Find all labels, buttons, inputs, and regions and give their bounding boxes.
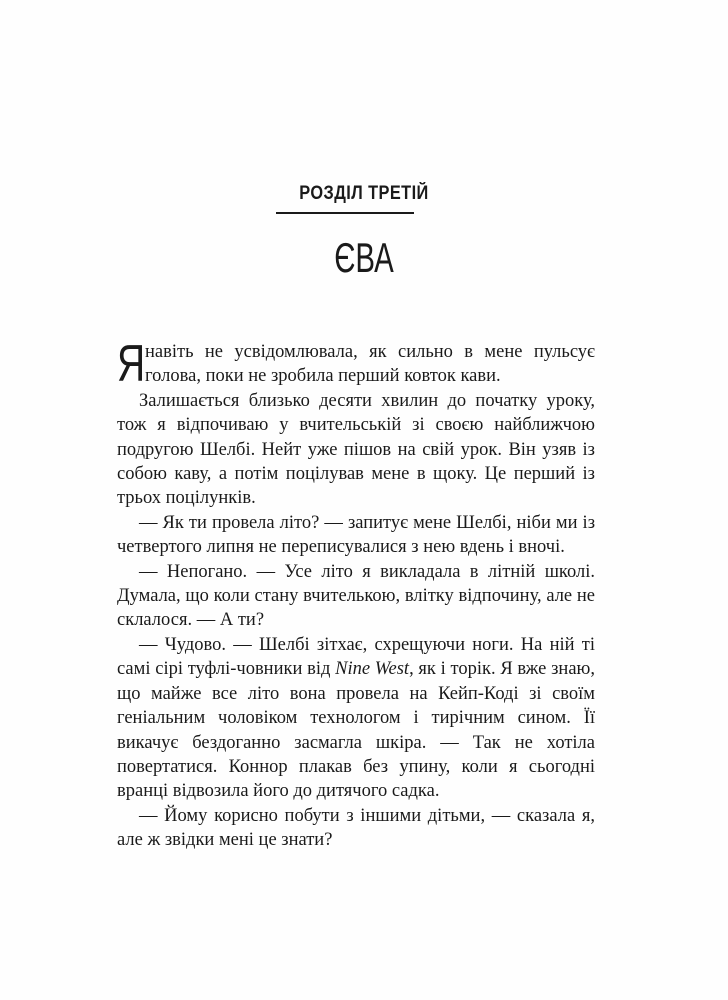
chapter-label: РОЗДІЛ ТРЕТІЙ [299, 183, 429, 204]
chapter-body [117, 335, 595, 853]
paragraph-1 [117, 335, 595, 393]
paragraph-4: — Непогано. — Усе літо я викладала в літній школі. Думала, що коли стану вчителькою, влітку відпочину, але не склалося. — А ти? [117, 561, 595, 631]
brand-name: Nine West [335, 659, 410, 680]
chapter-divider [276, 212, 414, 214]
drop-cap: Я [117, 335, 146, 393]
chapter-title: ЄВА [334, 234, 394, 281]
paragraph-2: Залишається близько десяти хвилин до початку уроку, тож я відпочиваю у вчительській зі своєю найближчою подругою Шелбі. Нейт уже пішов на свій урок. Він узяв із собою каву, а потім поцілував мене в щоку. Це перший із трьох поцілунків. [117, 390, 595, 509]
paragraph-3: — Як ти провела літо? — запитує мене Шелбі, ніби ми із четвертого липня не переписувалися з нею вдень і вночі. [117, 512, 595, 558]
paragraph-5-text-b: , як і торік. Я вже знаю, що майже все літо вона провела на Кейп-Коді зі своїм геніальним чоловіком технологом і тирічним сином. Її викачує бездоганно засмагла шкіра. — Так не хотіла повертатися. Коннор плакав без упину, коли я сьогодні вранці відвозила його до дитячого садка. [117, 659, 595, 802]
paragraph-5 [117, 633, 595, 804]
paragraph-6: — Йому корисно побути з іншими дітьми, — сказала я, але ж звідки мені це знати? [117, 805, 595, 851]
paragraph-5-text-a: — Чудово. — Шелбі зітхає, схрещуючи ноги. На ній ті самі сірі туфлі-човники від [117, 634, 595, 680]
paragraph-1-text: навіть не усвідомлювала, як сильно в мене пульсує голова, поки не зробила перший ковток кави. [145, 342, 595, 387]
